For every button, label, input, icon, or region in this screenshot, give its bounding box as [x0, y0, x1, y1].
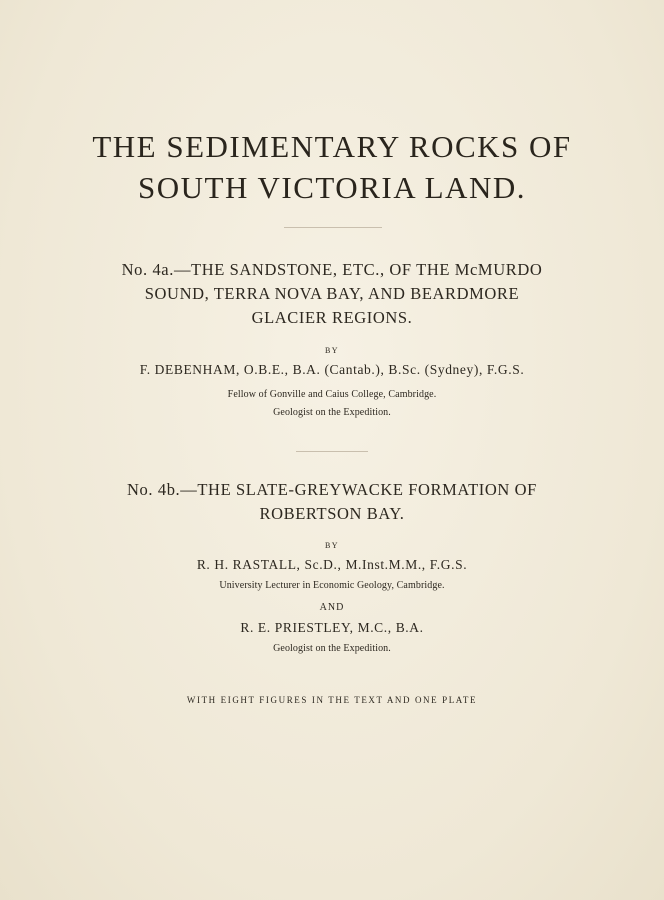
part-a-heading-line-2: SOUND, TERRA NOVA BAY, AND BEARDMORE	[144, 284, 520, 303]
part-b-by: BY	[324, 541, 340, 550]
part-a-author: F. DEBENHAM, O.B.E., B.A. (Cantab.), B.Sc. (Sydney), F.G.S.	[139, 362, 525, 377]
part-b-author-2: R. E. PRIESTLEY, M.C., B.A.	[240, 620, 424, 635]
part-a-affiliation-1: Fellow of Gonville and Caius College, Cambridge.	[227, 389, 437, 400]
part-b-author-2-affiliation: Geologist on the Expedition.	[273, 643, 391, 654]
main-title	[0, 126, 664, 208]
divider-rule-middle	[296, 451, 368, 452]
part-a-heading-line-1: No. 4a.—THE SANDSTONE, ETC., OF THE McMURDO	[121, 260, 543, 279]
part-b-heading-line-2: ROBERTSON BAY.	[259, 504, 405, 523]
main-title-line-1: THE SEDIMENTARY ROCKS OF	[92, 129, 572, 164]
part-b-heading	[0, 478, 664, 526]
part-a-heading	[0, 258, 664, 330]
part-a-heading-line-3: GLACIER REGIONS.	[251, 308, 413, 327]
part-b-author-1-affiliation: University Lecturer in Economic Geology, Cambridge.	[219, 580, 445, 591]
part-a-by: BY	[324, 346, 340, 355]
part-b-heading-line-1: No. 4b.—THE SLATE-GREYWACKE FORMATION OF	[127, 480, 537, 499]
divider-rule-top	[284, 227, 382, 228]
figures-note: WITH EIGHT FIGURES IN THE TEXT AND ONE PLATE	[186, 695, 478, 705]
main-title-line-2: SOUTH VICTORIA LAND.	[138, 170, 526, 205]
part-a-affiliation-2: Geologist on the Expedition.	[273, 407, 391, 418]
part-b-author-1: R. H. RASTALL, Sc.D., M.Inst.M.M., F.G.S.	[196, 557, 468, 572]
part-b-and: AND	[319, 602, 345, 613]
